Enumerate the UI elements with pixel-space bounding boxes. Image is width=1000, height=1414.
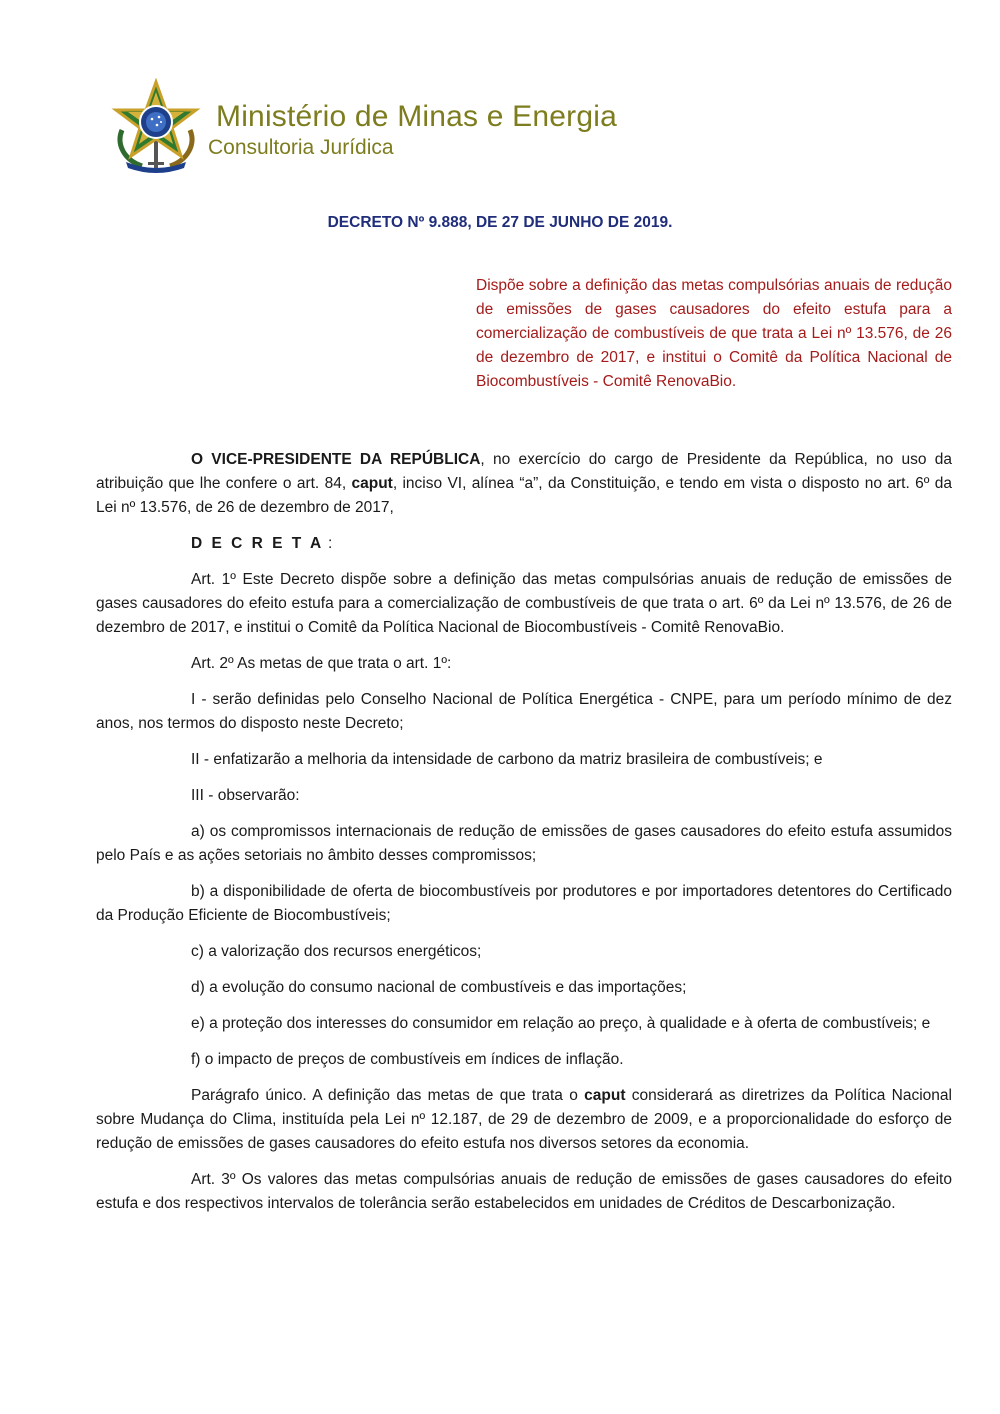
preamble [96, 448, 952, 520]
paragrafo-text-2: considerará as diretrizes da Política Nacional sobre Mudança do Clima, instituída pela Lei nº 12.187, de 29 de dezembro de 2009, e a proporcionalidade do esforço de redução de emissões de gases causadores do efeito estufa nos diversos setores da economia. [96, 1087, 952, 1152]
paragrafo-caput: caput [584, 1087, 626, 1104]
decreta-line [96, 532, 952, 556]
article-2-alinea-a: a) os compromissos internacionais de redução de emissões de gases causadores do efeito estufa assumidos pelo País e as ações setoriais no âmbito desses compromissos; [96, 823, 952, 864]
article-3: Art. 3º Os valores das metas compulsórias anuais de redução de emissões de gases causadores do efeito estufa e dos respectivos intervalos de tolerância serão estabelecidos em unidades de Créditos de Descarbonização. [96, 1171, 952, 1212]
decree-body [96, 448, 952, 1228]
article-2-alinea-b: b) a disponibilidade de oferta de biocombustíveis por produtores e por importadores detentores do Certificado da Produção Eficiente de Biocombustíveis; [96, 883, 952, 924]
decreta-colon: : [323, 535, 333, 552]
decree-title: DECRETO Nº 9.888, DE 27 DE JUNHO DE 2019. [327, 214, 673, 231]
preamble-authority: O VICE-PRESIDENTE DA REPÚBLICA [191, 451, 481, 468]
letterhead [108, 78, 708, 178]
preamble-text-1: , no exercício do cargo de Presidente da República, no uso da atribuição que lhe confere o art. 84, [96, 451, 953, 492]
decree-ementa: Dispõe sobre a definição das metas compulsórias anuais de redução de emissões de gases causadores do efeito estufa para a comercialização de combustíveis de que trata a Lei nº 13.576, de 26 de dezembro de 2017, e institui o Comitê da Política Nacional de Biocombustíveis - Comitê RenovaBio. [476, 277, 952, 390]
article-2: Art. 2º As metas de que trata o art. 1º: [191, 655, 452, 672]
article-2-paragrafo-unico [96, 1084, 952, 1156]
office-name: Consultoria Jurídica [208, 136, 394, 159]
article-1: Art. 1º Este Decreto dispõe sobre a definição das metas compulsórias anuais de redução de emissões de gases causadores do efeito estufa para a comercialização de combustíveis de que trata o art. 6º da Lei nº 13.576, de 26 de dezembro de 2017, e institui o Comitê da Política Nacional de Biocombustíveis - Comitê RenovaBio. [96, 571, 952, 636]
article-2-inciso-i: I - serão definidas pelo Conselho Nacional de Política Energética - CNPE, para um período mínimo de dez anos, nos termos do disposto neste Decreto; [96, 691, 952, 732]
brazil-coat-of-arms-icon [108, 78, 204, 176]
paragrafo-text-1: Parágrafo único. A definição das metas de que trata o [191, 1087, 585, 1104]
decreta-word: D E C R E T A [191, 535, 324, 552]
article-2-alinea-d: d) a evolução do consumo nacional de combustíveis e das importações; [191, 979, 687, 996]
article-2-inciso-iii: III - observarão: [191, 787, 300, 804]
preamble-caput: caput [351, 475, 393, 492]
preamble-text-2: , inciso VI, alínea “a”, da Constituição, e tendo em vista o disposto no art. 6º da Lei nº 13.576, de 26 de dezembro de 2017, [96, 475, 952, 516]
ministry-name: Ministério de Minas e Energia [216, 100, 617, 133]
article-2-inciso-ii: II - enfatizarão a melhoria da intensidade de carbono da matriz brasileira de combustíveis; e [191, 751, 823, 768]
article-2-alinea-c: c) a valorização dos recursos energéticos; [191, 943, 482, 960]
article-2-alinea-e: e) a proteção dos interesses do consumidor em relação ao preço, à qualidade e à oferta de combustíveis; e [191, 1015, 931, 1032]
article-2-alinea-f: f) o impacto de preços de combustíveis em índices de inflação. [191, 1051, 624, 1068]
